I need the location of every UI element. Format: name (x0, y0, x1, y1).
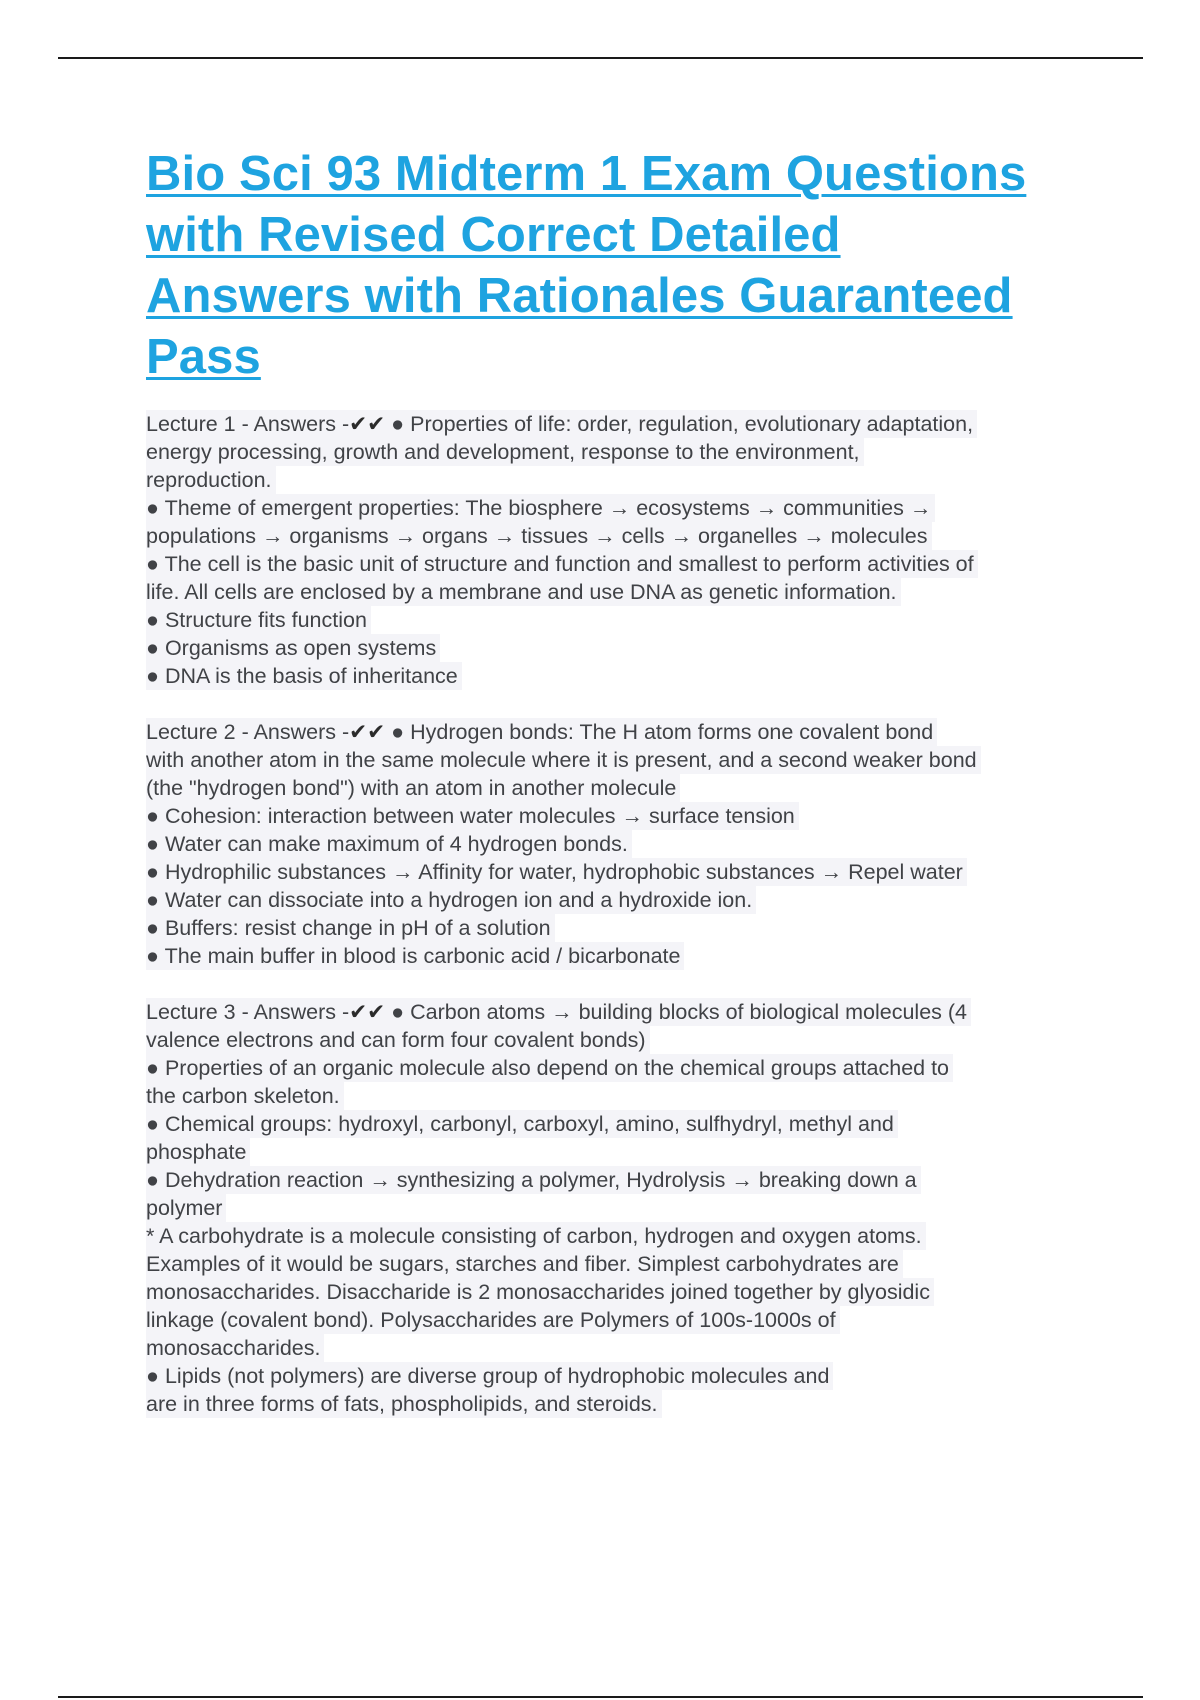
paragraph-line: linkage (covalent bond). Polysaccharides are Polymers of 100s-1000s of (146, 1306, 840, 1334)
paragraph-line: ● Water can make maximum of 4 hydrogen bonds. (146, 830, 632, 858)
lecture-1-section (146, 410, 1106, 690)
title-line: Answers with Rationales Guaranteed (146, 269, 1013, 323)
lecture-2-section (146, 718, 1106, 970)
paragraph-line: phosphate (146, 1138, 250, 1166)
paragraph-line: ● Lipids (not polymers) are diverse group of hydrophobic molecules and (146, 1362, 833, 1390)
paragraph-line: ● Buffers: resist change in pH of a solution (146, 914, 555, 942)
paragraph-line (146, 410, 977, 438)
checkmark-icon: ✔✔ (349, 1000, 386, 1024)
paragraph-line: polymer (146, 1194, 226, 1222)
paragraph-line: valence electrons and can form four covalent bonds) (146, 1026, 650, 1054)
paragraph-line: populations → organisms → organs → tissues → cells → organelles → molecules (146, 522, 932, 550)
paragraph-line: ● The cell is the basic unit of structure and function and smallest to perform activities of (146, 550, 978, 578)
title-line: with Revised Correct Detailed (146, 208, 841, 262)
paragraph-line (146, 718, 937, 746)
paragraph-line: life. All cells are enclosed by a membrane and use DNA as genetic information. (146, 578, 901, 606)
paragraph-line (146, 998, 971, 1026)
checkmark-icon: ✔✔ (349, 720, 386, 744)
paragraph-line: ● Properties of an organic molecule also depend on the chemical groups attached to (146, 1054, 953, 1082)
paragraph-line: (the "hydrogen bond") with an atom in another molecule (146, 774, 680, 802)
paragraph-line: reproduction. (146, 466, 276, 494)
paragraph-line: ● DNA is the basis of inheritance (146, 662, 462, 690)
paragraph-line: ● Hydrogen bonds: The H atom forms one covalent bond (391, 720, 934, 744)
paragraph-line: ● Water can dissociate into a hydrogen ion and a hydroxide ion. (146, 886, 756, 914)
paragraph-line: ● Dehydration reaction → synthesizing a polymer, Hydrolysis → breaking down a (146, 1166, 921, 1194)
lecture-2-header: Lecture 2 - Answers - (146, 720, 350, 744)
paragraph-line: * A carbohydrate is a molecule consisting of carbon, hydrogen and oxygen atoms. (146, 1222, 926, 1250)
paragraph-line: ● Properties of life: order, regulation, evolutionary adaptation, (391, 412, 974, 436)
paragraph-line: with another atom in the same molecule where it is present, and a second weaker bond (146, 746, 981, 774)
document-content (146, 144, 1106, 1446)
paragraph-line: ● The main buffer in blood is carbonic acid / bicarbonate (146, 942, 684, 970)
paragraph-line: ● Structure fits function (146, 606, 371, 634)
document-body (146, 410, 1106, 1418)
paragraph-line: Examples of it would be sugars, starches and fiber. Simplest carbohydrates are (146, 1250, 903, 1278)
paragraph-line: ● Cohesion: interaction between water molecules → surface tension (146, 802, 799, 830)
paragraph-line: ● Hydrophilic substances → Affinity for water, hydrophobic substances → Repel water (146, 858, 967, 886)
document-title[interactable] (146, 144, 1106, 388)
paragraph-line: the carbon skeleton. (146, 1082, 344, 1110)
paragraph-line: ● Chemical groups: hydroxyl, carbonyl, carboxyl, amino, sulfhydryl, methyl and (146, 1110, 898, 1138)
paragraph-line: monosaccharides. (146, 1334, 324, 1362)
bottom-rule (58, 1696, 1143, 1698)
paragraph-line: ● Carbon atoms → building blocks of biological molecules (4 (391, 1000, 968, 1024)
lecture-3-section (146, 998, 1106, 1418)
top-rule (58, 57, 1143, 59)
lecture-3-header: Lecture 3 - Answers - (146, 1000, 350, 1024)
paragraph-line: ● Theme of emergent properties: The biosphere → ecosystems → communities → (146, 494, 935, 522)
lecture-1-header: Lecture 1 - Answers - (146, 412, 350, 436)
checkmark-icon: ✔✔ (349, 412, 386, 436)
paragraph-line: energy processing, growth and development, response to the environment, (146, 438, 864, 466)
title-line: Bio Sci 93 Midterm 1 Exam Questions (146, 147, 1027, 201)
paragraph-line: are in three forms of fats, phospholipids, and steroids. (146, 1390, 662, 1418)
paragraph-line: monosaccharides. Disaccharide is 2 monosaccharides joined together by glyosidic (146, 1278, 934, 1306)
paragraph-line: ● Organisms as open systems (146, 634, 440, 662)
title-line: Pass (146, 330, 261, 384)
